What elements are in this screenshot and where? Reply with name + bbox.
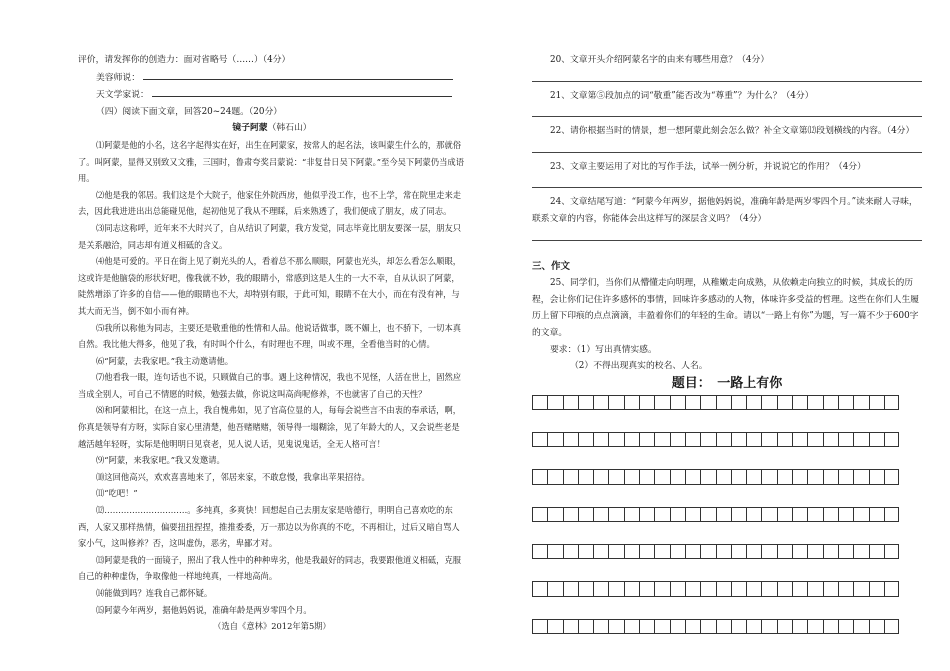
essay-requirement-1: 要求：（1）写出真情实感。 (550, 344, 657, 355)
essay-grid-cell[interactable] (884, 581, 899, 596)
paragraph-8: ⑻和阿蒙相比，在这一点上，我自愧弗如，见了官高位显的人，每每会说些言不由衷的奉承话，啊，你真是领导有方呀，实际自家心里清楚，他吾赌赌赌，领导得一塌糊涂，见了年龄大的人，又会说些老是越活越年轻呀，实际是他明明日见衰老，见人说人话，见鬼说鬼话，全无人格可言！ (78, 405, 462, 449)
essay-grid-cell[interactable] (716, 469, 731, 484)
question-21-answer-line[interactable] (532, 106, 922, 117)
essay-grid-cell[interactable] (792, 507, 807, 522)
essay-grid-cell[interactable] (884, 507, 899, 522)
paragraph-12: ⑿…………………………。多纯真，多爽快！回想起自己去朋友家是啥德行，明明自己喜欢吃的东西，人家又那样热情，偏要扭扭捏捏，推推委委，万一那边以为你真的不吃，不再相让，过后又暗自骂人家小气，这叫修养？否，这叫虚伪，恶劣，卑鄙才对。 (78, 505, 460, 549)
article-source: （选自《意林》2012年第5期） (213, 621, 331, 632)
essay-grid-cell[interactable] (884, 469, 899, 484)
essay-grid-row[interactable] (532, 395, 922, 410)
essay-grid-cell[interactable] (670, 507, 685, 522)
essay-grid[interactable] (532, 395, 922, 634)
essay-grid-cell[interactable] (838, 469, 853, 484)
essay-grid-cell[interactable] (792, 581, 807, 596)
essay-grid-cell[interactable] (716, 395, 731, 410)
essay-grid-cell[interactable] (746, 507, 761, 522)
essay-grid-cell[interactable] (869, 395, 884, 410)
right-column (532, 52, 922, 656)
essay-grid-cell[interactable] (700, 395, 715, 410)
essay-grid-cell[interactable] (593, 619, 608, 634)
essay-grid-cell[interactable] (670, 619, 685, 634)
paragraph-9: ⑼“阿蒙，来我家吧。”我又发邀请。 (96, 455, 225, 466)
essay-grid-cell[interactable] (532, 469, 547, 484)
paragraph-3: ⑶同志这称呼，近年来不大时兴了，自从结识了阿蒙，我方发觉，同志毕竟比朋友要深一层，朋友只是关系融洽，同志却有道义相砥的含义。 (78, 222, 462, 250)
essay-grid-row[interactable] (532, 432, 922, 447)
essay-grid-cell[interactable] (777, 432, 792, 447)
beautician-answer-field[interactable] (143, 69, 453, 80)
essay-grid-cell[interactable] (777, 507, 792, 522)
essay-grid-cell[interactable] (670, 432, 685, 447)
essay-grid-cell[interactable] (624, 432, 639, 447)
essay-grid-cell[interactable] (700, 544, 715, 559)
essay-grid-cell[interactable] (563, 395, 578, 410)
essay-grid-cell[interactable] (654, 507, 669, 522)
essay-grid-cell[interactable] (563, 544, 578, 559)
essay-grid-cell[interactable] (532, 544, 547, 559)
essay-title: 题目： 一路上有你 (671, 375, 783, 391)
essay-grid-cell[interactable] (547, 432, 562, 447)
essay-grid-cell[interactable] (823, 507, 838, 522)
astronomer-label: 天文学家说： (96, 90, 149, 101)
essay-grid-cell[interactable] (608, 619, 623, 634)
essay-grid-cell[interactable] (593, 581, 608, 596)
beautician-answer-row (78, 69, 466, 87)
paragraph-6: ⑹“阿蒙，去我家吧。”我主动邀请他。 (96, 355, 234, 366)
essay-grid-cell[interactable] (563, 619, 578, 634)
question-19-tail: 评价，请发挥你的创造力：面对省略号（……）（4分） (78, 55, 291, 65)
essay-grid-cell[interactable] (853, 581, 868, 596)
essay-grid-cell[interactable] (685, 469, 700, 484)
left-column (78, 52, 466, 635)
essay-grid-cell[interactable] (884, 432, 899, 447)
section-4-heading: （四）阅读下面文章，回答20~24题。（20分） (96, 106, 283, 117)
paragraph-10: ⑽这回他高兴，欢欢喜喜地来了，邻居来家，不敢怠慢，我拿出苹果招待。 (96, 471, 370, 482)
essay-grid-cell[interactable] (869, 469, 884, 484)
paragraph-1: ⑴阿蒙是他的小名，这名字起得实在好，出生在阿蒙家，按常人的起名法，该叫蒙生什么的，那就俗了。叫阿蒙，显得又别致又文雅，三国时，鲁肃夸奖吕蒙说：“非复昔日吴下阿蒙。”至今吴下阿蒙仍当成语用。 (78, 139, 464, 184)
article-title: 镜子阿蒙 (232, 123, 268, 134)
essay-grid-cell[interactable] (823, 619, 838, 634)
essay-grid-cell[interactable] (792, 469, 807, 484)
question-24-answer-line[interactable] (532, 230, 922, 241)
paragraph-15: ⒂阿蒙今年两岁，据他妈妈说，准确年龄是两岁零四个月。 (96, 604, 312, 615)
question-23: 23、文章主要运用了对比的写作手法，试举一例分析，并说说它的作用？（4分） (550, 161, 866, 172)
essay-grid-cell[interactable] (608, 395, 623, 410)
essay-grid-cell[interactable] (716, 581, 731, 596)
essay-grid-cell[interactable] (853, 469, 868, 484)
essay-grid-cell[interactable] (884, 619, 899, 634)
essay-grid-cell[interactable] (563, 469, 578, 484)
essay-grid-cell[interactable] (792, 395, 807, 410)
essay-grid-cell[interactable] (823, 581, 838, 596)
essay-grid-cell[interactable] (792, 619, 807, 634)
essay-grid-cell[interactable] (700, 581, 715, 596)
essay-grid-row[interactable] (532, 544, 922, 559)
essay-grid-cell[interactable] (700, 432, 715, 447)
essay-grid-cell[interactable] (716, 544, 731, 559)
essay-grid-cell[interactable] (823, 544, 838, 559)
essay-grid-cell[interactable] (838, 395, 853, 410)
essay-grid-cell[interactable] (807, 432, 822, 447)
essay-grid-cell[interactable] (700, 619, 715, 634)
essay-grid-cell[interactable] (761, 432, 776, 447)
essay-grid-cell[interactable] (700, 469, 715, 484)
essay-grid-cell[interactable] (884, 395, 899, 410)
essay-grid-cell[interactable] (838, 507, 853, 522)
essay-grid-cell[interactable] (593, 395, 608, 410)
essay-grid-cell[interactable] (608, 469, 623, 484)
essay-grid-cell[interactable] (532, 432, 547, 447)
essay-grid-cell[interactable] (807, 544, 822, 559)
paragraph-11: ⑾“吃吧！” (96, 488, 138, 499)
essay-grid-cell[interactable] (547, 581, 562, 596)
essay-grid-cell[interactable] (608, 432, 623, 447)
essay-grid-cell[interactable] (547, 395, 562, 410)
essay-grid-cell[interactable] (746, 469, 761, 484)
essay-grid-cell[interactable] (761, 619, 776, 634)
essay-grid-cell[interactable] (654, 619, 669, 634)
question-20: 20、文章开头介绍阿蒙名字的由来有哪些用意？（4分） (550, 55, 770, 65)
essay-grid-cell[interactable] (838, 619, 853, 634)
essay-grid-cell[interactable] (532, 619, 547, 634)
essay-grid-cell[interactable] (746, 544, 761, 559)
paragraph-2: ⑵他是我的邻居。我们这是个大院子，他家住外院西房，他似乎没工作，也不上学，常在院里走来走去，因此我进进出出总能碰见他，起初他见了我从不理睬，后来熟透了，我们便成了朋友，成了同志。 (78, 189, 462, 217)
essay-grid-row[interactable] (532, 469, 922, 484)
essay-grid-cell[interactable] (624, 619, 639, 634)
question-20-answer-line[interactable] (532, 71, 922, 82)
essay-grid-cell[interactable] (869, 507, 884, 522)
essay-grid-cell[interactable] (777, 395, 792, 410)
essay-grid-cell[interactable] (624, 395, 639, 410)
essay-grid-cell[interactable] (807, 507, 822, 522)
essay-prompt: 25、同学们，当你们从懵懂走向明理，从稚嫩走向成熟，从依赖走向独立的时候，其成长的历程，会让你们记住许多感怀的事情，回味许多感动的人物，体味许多受益的哲理。这些在你们人生履历上留下印痕的点点滴滴，丰盈着你们的年轻的生命。请以“一路上有你”为题，写一篇不少于600字的文章。 (532, 278, 920, 338)
essay-grid-cell[interactable] (869, 619, 884, 634)
essay-grid-cell[interactable] (792, 432, 807, 447)
question-22-answer-line[interactable] (532, 142, 922, 153)
essay-grid-cell[interactable] (670, 544, 685, 559)
essay-grid-cell[interactable] (761, 544, 776, 559)
essay-grid-cell[interactable] (685, 507, 700, 522)
question-22: 22、请你根据当时的情景，想一想阿蒙此刻会怎么做？补全文章第⑿段划横线的内容。（4分） (550, 126, 915, 137)
essay-grid-cell[interactable] (578, 507, 593, 522)
essay-grid-cell[interactable] (685, 395, 700, 410)
essay-grid-cell[interactable] (593, 544, 608, 559)
question-21: 21、文章第⑤段加点的词“敬重”能否改为“尊重”？为什么？（4分） (550, 90, 814, 101)
essay-grid-cell[interactable] (654, 469, 669, 484)
essay-grid-cell[interactable] (578, 395, 593, 410)
essay-grid-cell[interactable] (777, 619, 792, 634)
essay-grid-cell[interactable] (670, 469, 685, 484)
essay-grid-cell[interactable] (777, 581, 792, 596)
essay-grid-cell[interactable] (532, 581, 547, 596)
essay-grid-cell[interactable] (654, 581, 669, 596)
essay-grid-cell[interactable] (853, 432, 868, 447)
astronomer-answer-row (78, 86, 466, 104)
essay-grid-cell[interactable] (823, 395, 838, 410)
essay-grid-cell[interactable] (654, 432, 669, 447)
article-author: （韩石山） (267, 123, 312, 134)
essay-grid-cell[interactable] (838, 544, 853, 559)
essay-grid-cell[interactable] (777, 469, 792, 484)
essay-grid-cell[interactable] (807, 469, 822, 484)
essay-grid-cell[interactable] (761, 507, 776, 522)
astronomer-answer-field[interactable] (152, 86, 452, 97)
essay-grid-cell[interactable] (746, 432, 761, 447)
essay-grid-cell[interactable] (654, 395, 669, 410)
essay-grid-cell[interactable] (761, 581, 776, 596)
essay-grid-cell[interactable] (608, 581, 623, 596)
essay-grid-cell[interactable] (746, 619, 761, 634)
essay-grid-cell[interactable] (731, 469, 746, 484)
essay-grid-cell[interactable] (807, 619, 822, 634)
essay-grid-cell[interactable] (547, 619, 562, 634)
essay-grid-cell[interactable] (578, 544, 593, 559)
essay-grid-cell[interactable] (823, 469, 838, 484)
essay-grid-cell[interactable] (532, 507, 547, 522)
essay-grid-cell[interactable] (578, 469, 593, 484)
essay-grid-cell[interactable] (547, 544, 562, 559)
essay-grid-cell[interactable] (563, 507, 578, 522)
essay-grid-cell[interactable] (578, 432, 593, 447)
essay-grid-cell[interactable] (731, 507, 746, 522)
essay-grid-cell[interactable] (608, 507, 623, 522)
essay-grid-cell[interactable] (807, 395, 822, 410)
essay-grid-cell[interactable] (869, 581, 884, 596)
essay-grid-cell[interactable] (685, 432, 700, 447)
essay-grid-cell[interactable] (624, 469, 639, 484)
paragraph-13: ⒀阿蒙是我的一面镜子，照出了我人性中的种种卑劣，他是我最好的同志，我要跟他道义相砥，克服自己的种种虚伪，争取像他一样地纯真，一样地高尚。 (78, 554, 462, 582)
essay-grid-cell[interactable] (853, 395, 868, 410)
essay-grid-cell[interactable] (547, 469, 562, 484)
essay-grid-cell[interactable] (563, 581, 578, 596)
essay-grid-cell[interactable] (716, 507, 731, 522)
essay-grid-cell[interactable] (685, 544, 700, 559)
paragraph-5: ⑸我所以称他为同志，主要还是敬重他的性情和人品。他说话做事，既不媚上，也不骄下，一切本真自然。我比他大得多，他见了我，有时叫个什么，有时理也不理，叫或不理，全看他当时的心情。 (78, 322, 462, 350)
essay-grid-cell[interactable] (838, 432, 853, 447)
essay-grid-cell[interactable] (731, 432, 746, 447)
beautician-label: 美容师说： (96, 72, 140, 83)
question-23-answer-line[interactable] (532, 177, 922, 188)
essay-grid-cell[interactable] (654, 544, 669, 559)
essay-grid-cell[interactable] (731, 581, 746, 596)
essay-grid-cell[interactable] (853, 619, 868, 634)
essay-grid-cell[interactable] (869, 544, 884, 559)
essay-grid-cell[interactable] (761, 395, 776, 410)
paragraph-4: ⑷他是可爱的。平日在街上见了剃光头的人，看着总不那么顺眼，阿蒙也光头，却怎么看怎么顺眼，这或许是他脑袋的形状好吧，像我就不妙，我的眼睛小，常感到这是人生的一大不幸，自从认识了阿蒙，陡然增添了许多的自信——他的眼睛也不大，却特别有眼，于此可知，眼睛不在大小，而在有没有神，与其大而无当，倒不如小而有神。 (78, 256, 462, 316)
essay-grid-cell[interactable] (593, 432, 608, 447)
essay-grid-cell[interactable] (853, 507, 868, 522)
section-3-heading: 三、作文 (532, 260, 571, 272)
essay-grid-cell[interactable] (731, 619, 746, 634)
essay-grid-cell[interactable] (700, 507, 715, 522)
essay-grid-cell[interactable] (670, 581, 685, 596)
essay-grid-cell[interactable] (716, 619, 731, 634)
essay-grid-cell[interactable] (639, 619, 654, 634)
essay-grid-cell[interactable] (716, 432, 731, 447)
essay-grid-cell[interactable] (792, 544, 807, 559)
essay-grid-cell[interactable] (563, 432, 578, 447)
essay-grid-cell[interactable] (807, 581, 822, 596)
essay-grid-cell[interactable] (639, 432, 654, 447)
essay-requirement-2: （2）不得出现真实的校名、人名。 (570, 361, 708, 372)
essay-grid-cell[interactable] (532, 395, 547, 410)
essay-grid-cell[interactable] (639, 469, 654, 484)
essay-grid-cell[interactable] (593, 507, 608, 522)
essay-grid-cell[interactable] (578, 619, 593, 634)
essay-grid-cell[interactable] (838, 581, 853, 596)
essay-grid-cell[interactable] (869, 432, 884, 447)
essay-grid-cell[interactable] (639, 581, 654, 596)
essay-grid-cell[interactable] (639, 544, 654, 559)
essay-grid-cell[interactable] (685, 581, 700, 596)
essay-grid-cell[interactable] (853, 544, 868, 559)
essay-grid-cell[interactable] (823, 432, 838, 447)
essay-grid-row[interactable] (532, 507, 922, 522)
essay-grid-cell[interactable] (731, 544, 746, 559)
essay-grid-cell[interactable] (608, 544, 623, 559)
question-24: 24、文章结尾写道：“阿蒙今年两岁，据他妈妈说，准确年龄是两岁零四个月。”读来耐人寻味，联系文章的内容，你能体会出这样写的深层含义吗？（4分） (532, 197, 918, 224)
essay-grid-cell[interactable] (639, 507, 654, 522)
essay-grid-cell[interactable] (884, 544, 899, 559)
essay-grid-cell[interactable] (593, 469, 608, 484)
essay-grid-cell[interactable] (547, 507, 562, 522)
essay-grid-cell[interactable] (624, 581, 639, 596)
essay-grid-cell[interactable] (746, 395, 761, 410)
essay-grid-cell[interactable] (761, 469, 776, 484)
essay-grid-cell[interactable] (578, 581, 593, 596)
essay-grid-cell[interactable] (777, 544, 792, 559)
essay-grid-cell[interactable] (639, 395, 654, 410)
essay-grid-cell[interactable] (746, 581, 761, 596)
essay-grid-cell[interactable] (685, 619, 700, 634)
essay-grid-cell[interactable] (624, 544, 639, 559)
article-title-row (78, 120, 466, 137)
essay-grid-cell[interactable] (731, 395, 746, 410)
paragraph-7: ⑺他看我一眼，连句话也不说，只顾做自己的事。遇上这种情况，我也不见怪，人活在世上，固然应当成全别人，可自己不情愿的时候，勉强去做，你说这叫高尚呢修养，不也就害了自己的天性？ (78, 372, 462, 399)
essay-grid-cell[interactable] (624, 507, 639, 522)
paragraph-14: ⒁能做到吗？连我自己都怀疑。 (96, 588, 213, 598)
essay-grid-cell[interactable] (670, 395, 685, 410)
essay-grid-row[interactable] (532, 619, 922, 634)
essay-grid-row[interactable] (532, 581, 922, 596)
